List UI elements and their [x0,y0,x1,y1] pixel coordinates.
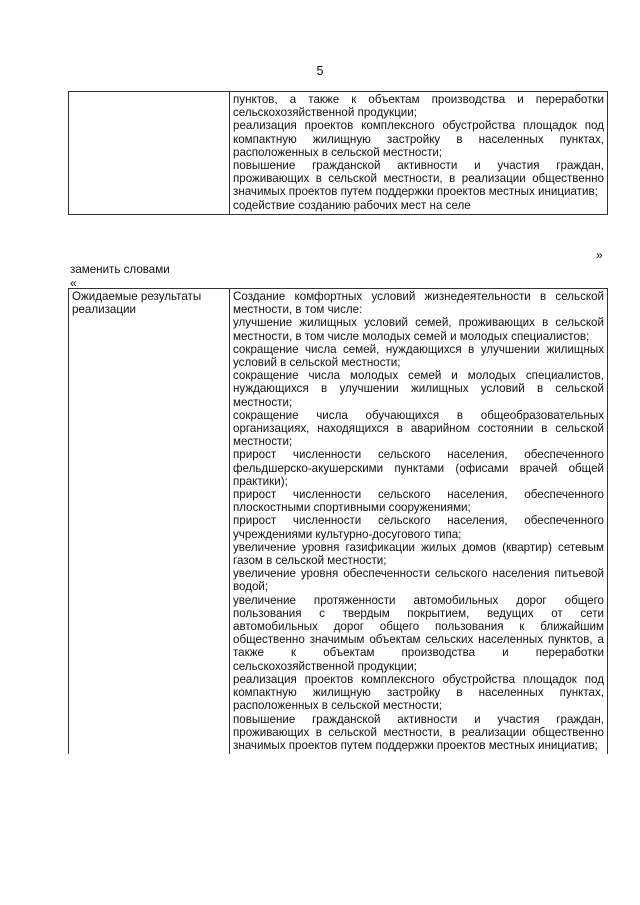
page-number: 5 [316,64,324,78]
paragraph: сокращение числа молодых семей и молодых специалистов, нуждающихся в улучшении жилищных условий в сельской местности; [233,369,604,409]
paragraph: сокращение числа семей, нуждающихся в улучшении жилищных условий в сельской местности; [233,342,604,370]
paragraph: содействие созданию рабочих мест на селе [233,198,471,212]
paragraph: увеличение уровня газификации жилых домов (квартир) сетевым газом в сельской местности; [233,540,604,568]
paragraph: повышение гражданской активности и участия граждан, проживающих в сельской местности, в реализации общественно значимых проектов путем поддержки проектов местных инициатив; [233,712,604,752]
paragraph: прирост численности сельского населения, обеспеченного учреждениями культурно-досугового типа; [233,514,604,541]
paragraph: пунктов, а также к объектам производства и переработки сельскохозяйственной продукции; [233,93,604,120]
bottom-table-right-cell [230,289,608,755]
paragraph: сокращение числа обучающихся в общеобразовательных организациях, находящихся в аварийном состоянии в сельской местности; [233,408,604,449]
paragraph: повышение гражданской активности и участия граждан, проживающих в сельской местности, в реализации общественно значимых проектов путем поддержки проектов местных инициатив; [233,159,604,199]
top-table [68,91,608,215]
opening-quote: « [70,276,77,290]
paragraph: реализация проектов комплексного обустройства площадок под компактную жилищную застройку в населенных пунктах, расположенных в сельской местности; [233,672,604,713]
closing-quote: » [596,248,603,262]
paragraph: улучшение жилищных условий семей, проживающих в сельской местности, в том числе молодых семей и молодых специалистов; [233,316,604,343]
paragraph: реализация проектов комплексного обустройства площадок под компактную жилищную застройку в населенных пунктах, расположенных в сельской местности; [233,119,604,159]
table-row [69,289,608,755]
bottom-table [68,288,608,754]
paragraph: увеличение протяженности автомобильных дорог общего пользования с твердым покрытием, ведущих от сети автомобильных дорог общего пользования к ближайшим общественно значимым объектам сельских населенных пунктов, а также к объектам производства и переработки сельскохозяйственной продукции; [233,593,604,673]
row-label: Ожидаемые результаты реализации [72,290,202,317]
paragraph: увеличение уровня обеспеченности сельского населения питьевой водой; [233,567,604,594]
bottom-table-left-cell [69,289,230,755]
table-row [69,92,608,215]
paragraph: прирост численности сельского населения, обеспеченного плоскостными спортивными сооружениями; [233,488,604,515]
top-table-left-cell [69,92,230,215]
paragraph: Создание комфортных условий жизнедеятельности в сельской местности, в том числе: [233,290,604,317]
top-table-right-cell [230,92,608,215]
paragraph: прирост численности сельского населения, обеспеченного фельдшерско-акушерскими пунктами (офисами врачей общей практики); [233,448,604,488]
replace-instruction: заменить словами [70,263,170,276]
